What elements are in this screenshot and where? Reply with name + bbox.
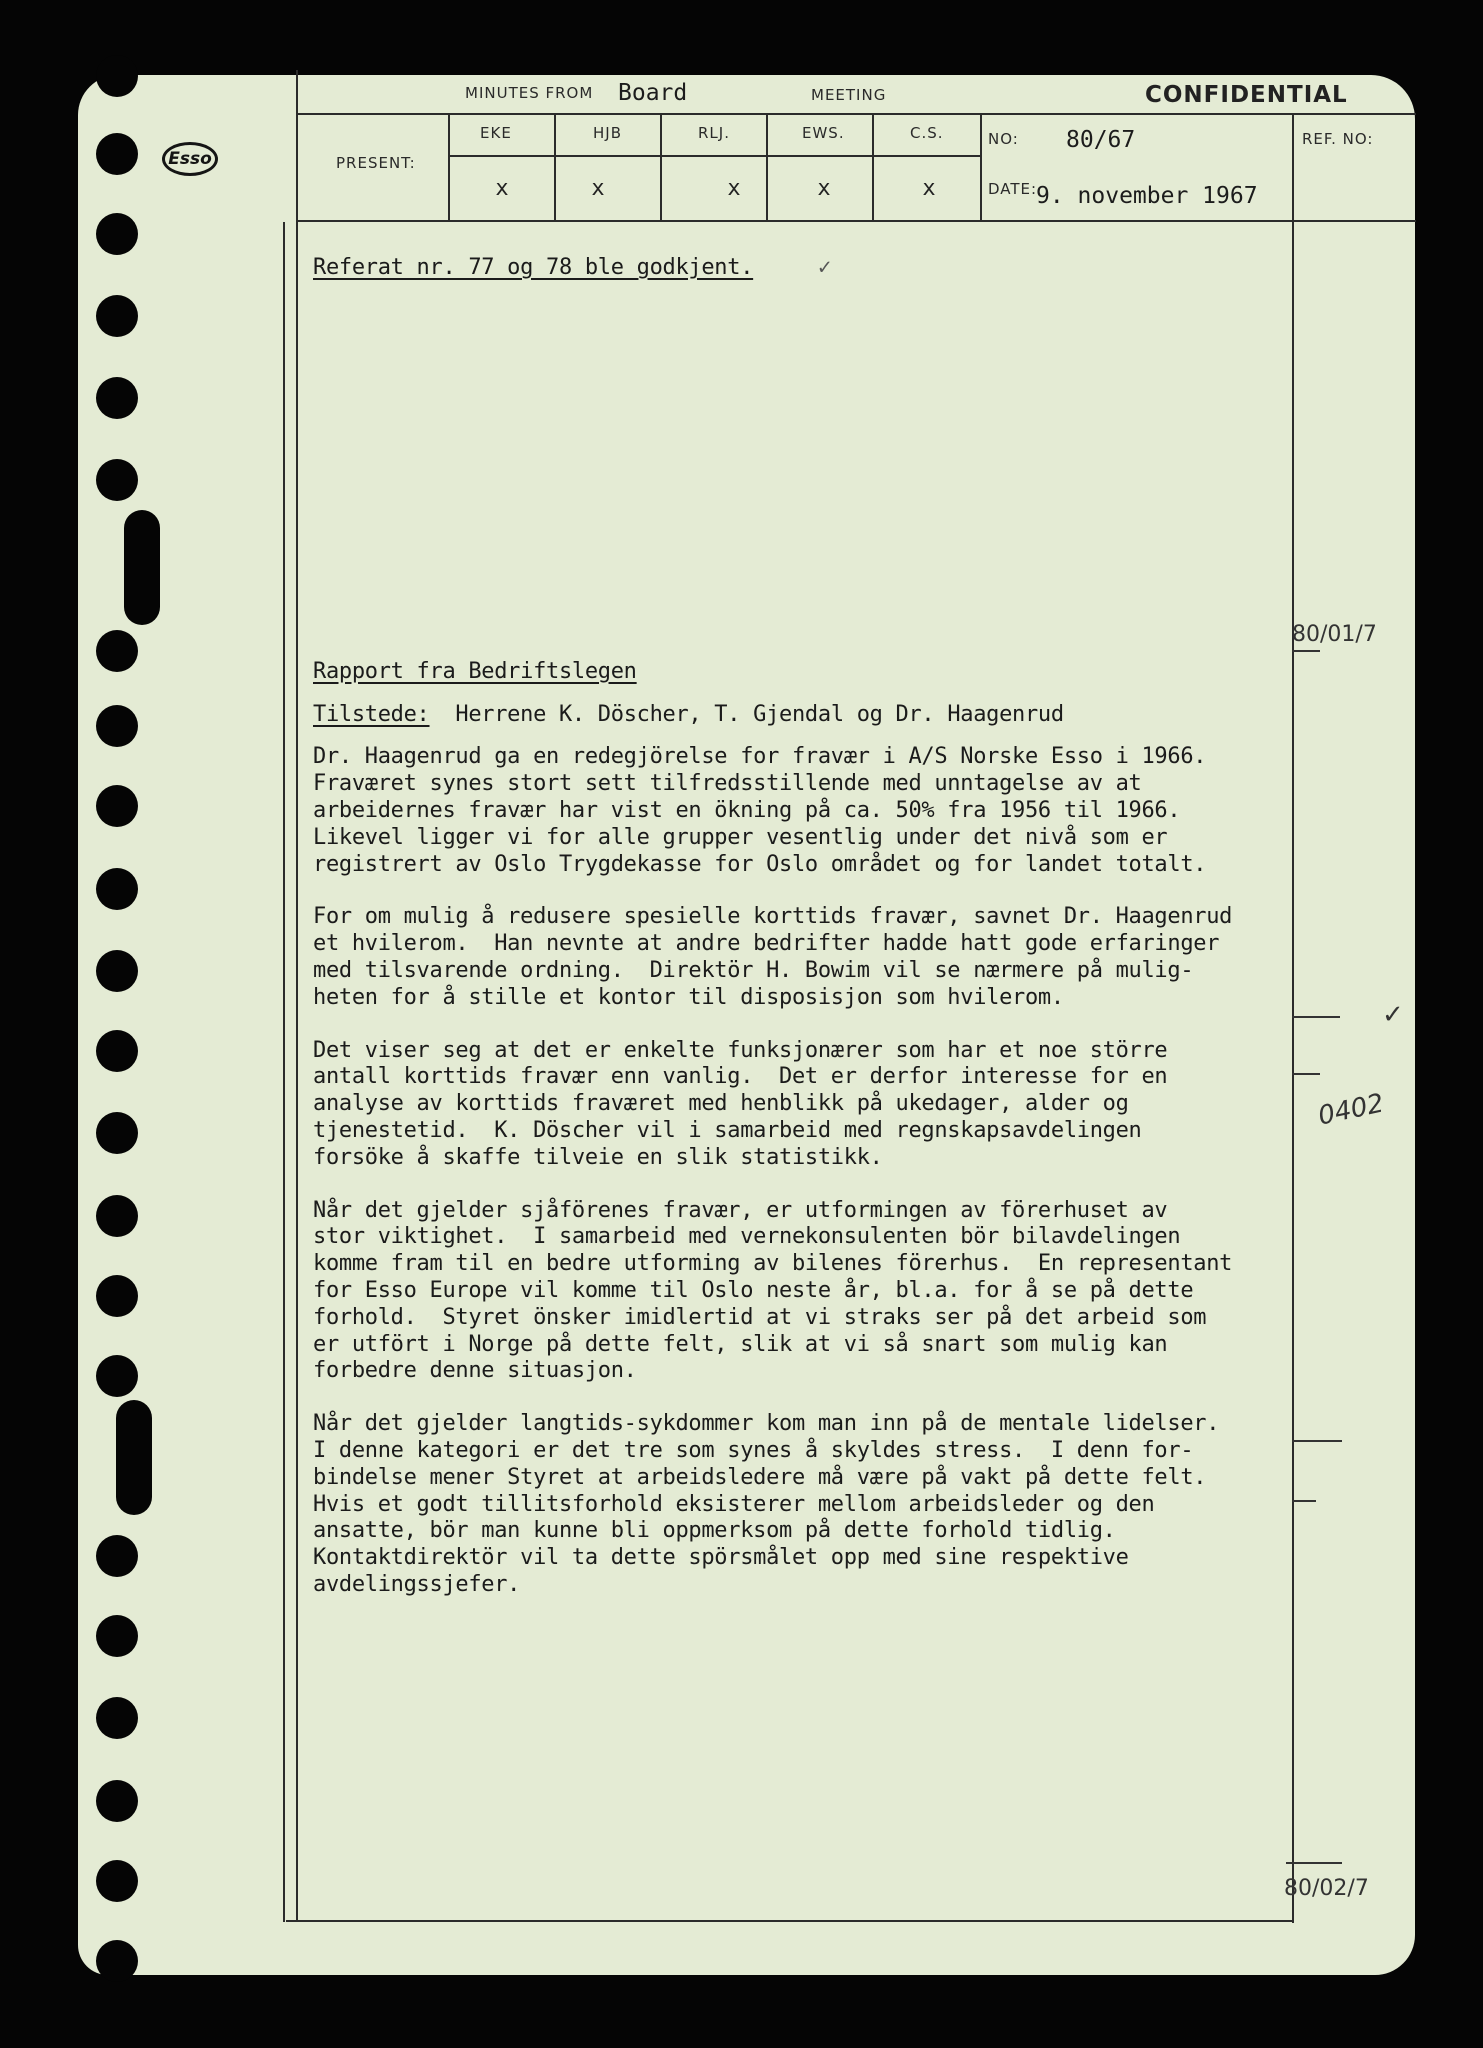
text-line: forsöke å skaffe tilveie en slik statistikk. [313, 1144, 883, 1170]
meeting-label: MEETING [811, 86, 887, 104]
present-prefix: Tilstede: [313, 701, 430, 727]
mark-ews: x [817, 176, 831, 201]
paragraph-1 [313, 744, 1293, 878]
minutes-from-label: MINUTES FROM [465, 84, 594, 102]
text-line: antall korttids fravær enn vanlig. Det er derfor interesse for en [313, 1064, 1168, 1090]
no-label: NO: [988, 130, 1019, 148]
text-line: heten for å stille et kontor til disposisjon som hvilerom. [313, 984, 1064, 1010]
ref-note-bottom: 80/02/7 [1284, 1876, 1369, 1901]
mark-cs: x [922, 176, 936, 201]
mark-rlj: x [727, 176, 741, 201]
ref-no-label: REF. NO: [1302, 130, 1374, 148]
text-line: forbedre denne situasjon. [313, 1358, 637, 1384]
handwritten-note: 0402 [1315, 1088, 1387, 1132]
check-mark: ✓ [1382, 1000, 1404, 1030]
margin-tick [1292, 1073, 1320, 1075]
date-value: 9. november 1967 [1036, 183, 1258, 209]
text-line: For om mulig å redusere spesielle korttids fravær, savnet Dr. Haagenrud [313, 904, 1233, 930]
mark-hjb: x [591, 176, 605, 201]
text-line: tjenestetid. K. Döscher vil i samarbeid med regnskapsavdelingen [313, 1117, 1142, 1143]
member-eke: EKE [480, 124, 512, 142]
text-line: er utfört i Norge på dette felt, slik at vi så snart som mulig kan [313, 1331, 1168, 1357]
text-line: Kontaktdirektör vil ta dette spörsmålet opp med sine respektive [313, 1545, 1129, 1571]
member-rlj: RLJ. [698, 124, 730, 142]
text-line: I denne kategori er det tre som synes å skyldes stress. I denn for- [313, 1437, 1194, 1463]
date-label: DATE: [988, 180, 1038, 198]
section-title: Rapport fra Bedriftslegen [313, 658, 637, 684]
text-line: stor viktighet. I samarbeid med vernekonsulenten bör bilavdelingen [313, 1224, 1181, 1250]
text-line: med tilsvarende ordning. Direktör H. Bowim vil se nærmere på mulig- [313, 957, 1194, 983]
confidential-stamp: CONFIDENTIAL [1145, 82, 1348, 108]
margin-tick [1292, 1440, 1342, 1442]
margin-tick [1286, 1862, 1342, 1864]
margin-tick [1292, 650, 1320, 652]
margin-tick [1292, 1500, 1316, 1502]
text-line: et hvilerom. Han nevnte at andre bedrifter hadde hatt gode erfaringer [313, 931, 1220, 957]
text-line: analyse av korttids fraværet med henblikk på ukedager, alder og [313, 1091, 1129, 1117]
text-line: ansatte, bör man kunne bli oppmerksom på dette forhold tidlig. [313, 1518, 1116, 1544]
text-line: forhold. Styret önsker imidlertid at vi straks ser på det arbeid som [313, 1304, 1207, 1330]
approval-line: Referat nr. 77 og 78 ble godkjent. [313, 255, 754, 280]
paragraph-3 [313, 1038, 1293, 1172]
paragraph-4 [313, 1198, 1293, 1386]
text-line: Likevel ligger vi for alle grupper vesentlig under det nivå som er [313, 824, 1168, 850]
present-line [313, 702, 1293, 729]
present-names: Herrene K. Döscher, T. Gjendal og Dr. Haagenrud [429, 701, 1064, 727]
text-line: Dr. Haagenrud ga en redegjörelse for fravær i A/S Norske Esso i 1966. [313, 744, 1207, 770]
esso-logo: Esso [162, 142, 218, 176]
check-mark-top: ✓ [818, 255, 832, 280]
member-hjb: HJB [593, 124, 622, 142]
text-line: Når det gjelder sjåförenes fravær, er utformingen av förerhuset av [313, 1197, 1168, 1223]
member-ews: EWS. [802, 124, 845, 142]
text-line: bindelse mener Styret at arbeidsledere må være på vakt på dette felt. [313, 1464, 1207, 1490]
text-line: Fraværet synes stort sett tilfredsstillende med unntagelse av at [313, 771, 1142, 797]
paragraph-5 [313, 1411, 1293, 1599]
margin-tick [1292, 1016, 1340, 1018]
text-line: Hvis et godt tillitsforhold eksisterer mellom arbeidsleder og den [313, 1491, 1155, 1517]
text-line: komme fram til en bedre utforming av bilenes förerhus. En representant [313, 1251, 1233, 1277]
text-line: avdelingssjefer. [313, 1571, 521, 1597]
text-line: arbeidernes fravær har vist en ökning på ca. 50% fra 1956 til 1966. [313, 797, 1181, 823]
minutes-from-value: Board [618, 80, 688, 106]
paragraph-2 [313, 904, 1293, 1011]
text-line: for Esso Europe vil komme til Oslo neste år, bl.a. for å se på dette [313, 1277, 1194, 1303]
member-cs: C.S. [910, 124, 944, 142]
no-value: 80/67 [1066, 127, 1136, 153]
text-line: Det viser seg at det er enkelte funksjonærer som har et noe större [313, 1037, 1168, 1063]
present-label: PRESENT: [336, 154, 416, 172]
ref-note-top: 80/01/7 [1292, 622, 1377, 647]
text-line: registrert av Oslo Trygdekasse for Oslo området og for landet totalt. [313, 851, 1207, 877]
mark-eke: x [495, 176, 509, 201]
text-line: Når det gjelder langtids-sykdommer kom man inn på de mentale lidelser. [313, 1411, 1220, 1437]
minutes-body [313, 255, 1293, 1599]
